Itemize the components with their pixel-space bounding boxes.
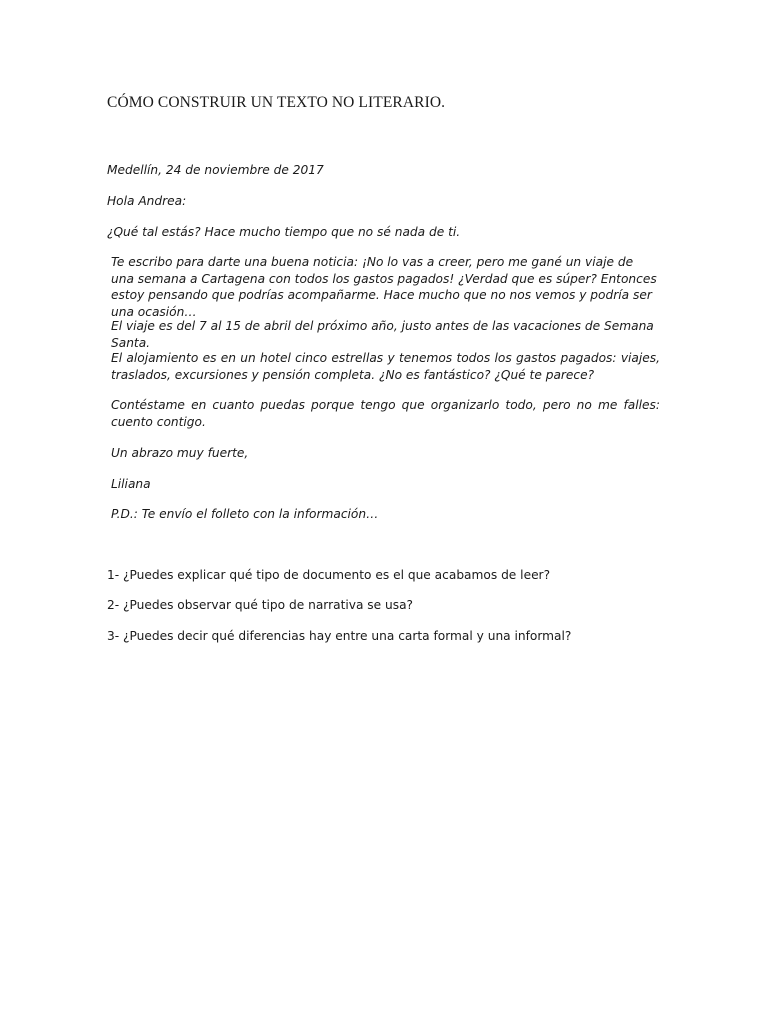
letter-signature: Liliana <box>111 477 151 491</box>
letter-opening: ¿Qué tal estás? Hace mucho tiempo que no sé nada de ti. <box>107 225 461 239</box>
letter-postscript: P.D.: Te envío el folleto con la información… <box>111 507 379 521</box>
question-item-2: 2- ¿Puedes observar qué tipo de narrativa se usa? <box>107 598 414 612</box>
letter-paragraph-2: El viaje es del 7 al 15 de abril del próximo año, justo antes de las vacaciones de Semana Santa. <box>111 319 654 350</box>
letter-closing: Un abrazo muy fuerte, <box>111 446 249 460</box>
question-item-1: 1- ¿Puedes explicar qué tipo de documento es el que acabamos de leer? <box>107 568 551 582</box>
letter-place-date: Medellín, 24 de noviembre de 2017 <box>107 163 324 177</box>
letter-paragraph-3: El alojamiento es en un hotel cinco estrellas y tenemos todos los gastos pagados: viajes, traslados, excursiones y pensión completa. ¿No es fantástico? ¿Qué te parece? <box>111 351 660 382</box>
letter-paragraph-4: Contéstame en cuanto puedas porque tengo que organizarlo todo, pero no me falles: cuento contigo. <box>111 398 660 429</box>
letter-paragraph-1: Te escribo para darte una buena noticia: ¡No lo vas a creer, pero me gané un viaje de una semana a Cartagena con todos los gastos pagados! ¿Verdad que es súper? Entonces estoy pensando que podrías acompañarme. Hace mucho que no nos vemos y podría ser una ocasión… <box>111 255 657 319</box>
letter-greeting: Hola Andrea: <box>107 194 187 208</box>
page-title: CÓMO CONSTRUIR UN TEXTO NO LITERARIO. <box>107 94 446 111</box>
question-item-3: 3- ¿Puedes decir qué diferencias hay entre una carta formal y una informal? <box>107 629 572 643</box>
